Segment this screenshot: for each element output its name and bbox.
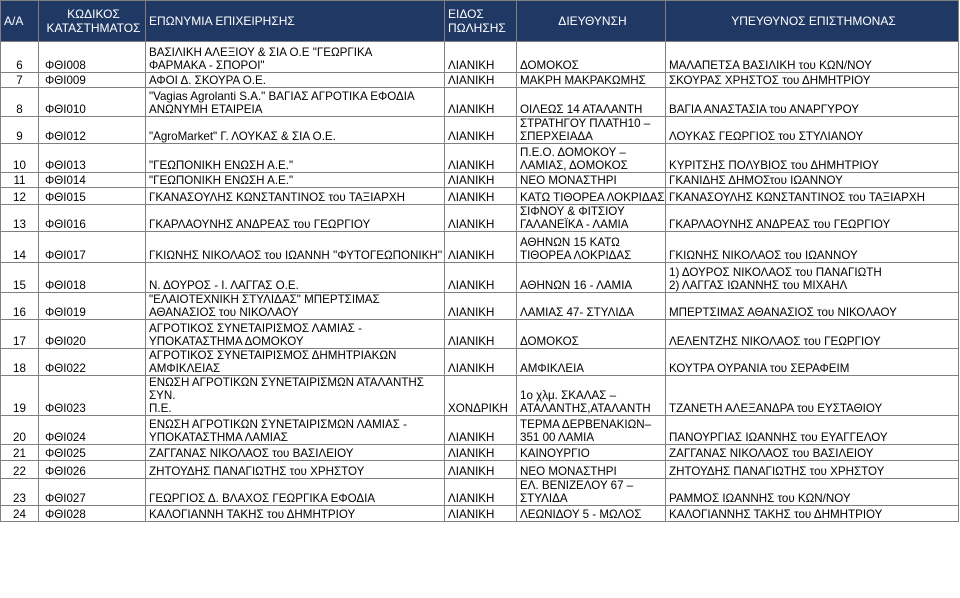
cell-address: ΔΟΜΟΚΟΣ bbox=[517, 42, 666, 73]
cell-row-number: 20 bbox=[1, 416, 39, 445]
cell-manager: ΓΚΑΡΛΑΟΥΝΗΣ ΑΝΔΡΕΑΣ του ΓΕΩΡΓΙΟΥ bbox=[666, 205, 959, 232]
cell-row-number: 8 bbox=[1, 88, 39, 117]
cell-store-code: ΦΘΙ022 bbox=[39, 349, 146, 376]
cell-business-name: ΑΓΡΟΤΙΚΟΣ ΣΥΝΕΤΑΙΡΙΣΜΟΣ ΔΗΜΗΤΡΙΑΚΩΝ ΑΜΦΙΚΛΕΙΑΣ bbox=[146, 349, 445, 376]
table-row bbox=[1, 205, 959, 232]
cell-business-name: ΓΚΙΩΝΗΣ ΝΙΚΟΛΑΟΣ του ΙΩΑΝΝΗ ''ΦΥΤΟΓΕΩΠΟΝΙΚΗ'' bbox=[146, 232, 445, 263]
cell-manager: ΜΠΕΡΤΣΙΜΑΣ ΑΘΑΝΑΣΙΟΣ του ΝΙΚΟΛΑΟΥ bbox=[666, 293, 959, 320]
cell-business-name: ΓΕΩΡΓΙΟΣ Δ. ΒΛΑΧΟΣ ΓΕΩΡΓΙΚΑ ΕΦΟΔΙΑ bbox=[146, 479, 445, 506]
cell-store-code: ΦΘΙ023 bbox=[39, 376, 146, 416]
cell-row-number: 13 bbox=[1, 205, 39, 232]
cell-business-name: ΕΝΩΣΗ ΑΓΡΟΤΙΚΩΝ ΣΥΝΕΤΑΙΡΙΣΜΩΝ ΑΤΑΛΑΝΤΗΣ ΣΥΝ. Π.Ε. bbox=[146, 376, 445, 416]
cell-sale-type: ΛΙΑΝΙΚΗ bbox=[445, 117, 517, 144]
cell-store-code: ΦΘΙ010 bbox=[39, 88, 146, 117]
cell-address: ΔΟΜΟΚΟΣ bbox=[517, 320, 666, 349]
cell-store-code: ΦΘΙ014 bbox=[39, 173, 146, 188]
cell-sale-type: ΛΙΑΝΙΚΗ bbox=[445, 173, 517, 188]
cell-row-number: 9 bbox=[1, 117, 39, 144]
cell-sale-type: ΛΙΑΝΙΚΗ bbox=[445, 73, 517, 88]
header-manager: ΥΠΕΥΘΥΝΟΣ ΕΠΙΣΤΗΜΟΝΑΣ bbox=[666, 1, 959, 42]
cell-business-name: ΑΦΟΙ Δ. ΣΚΟΥΡΑ Ο.Ε. bbox=[146, 73, 445, 88]
cell-business-name: ΓΚΑΡΛΑΟΥΝΗΣ ΑΝΔΡΕΑΣ του ΓΕΩΡΓΙΟΥ bbox=[146, 205, 445, 232]
table-row bbox=[1, 117, 959, 144]
cell-address: ΚΑΙΝΟΥΡΓΙΟ bbox=[517, 445, 666, 461]
header-sale-type: ΕΙΔΟΣ ΠΩΛΗΣΗΣ bbox=[445, 1, 517, 42]
table-row bbox=[1, 416, 959, 445]
cell-row-number: 15 bbox=[1, 263, 39, 293]
cell-manager: ΣΚΟΥΡΑΣ ΧΡΗΣΤΟΣ του ΔΗΜΗΤΡΙΟΥ bbox=[666, 73, 959, 88]
cell-address: ΜΑΚΡΗ ΜΑΚΡΑΚΩΜΗΣ bbox=[517, 73, 666, 88]
table-row bbox=[1, 320, 959, 349]
cell-manager: ΓΚΑΝΙΔΗΣ ΔΗΜΟΣτου ΙΩΑΝΝΟΥ bbox=[666, 173, 959, 188]
cell-manager: ΛΕΛΕΝΤΖΗΣ ΝΙΚΟΛΑΟΣ του ΓΕΩΡΓΙΟΥ bbox=[666, 320, 959, 349]
table-row bbox=[1, 479, 959, 506]
table-row bbox=[1, 144, 959, 173]
cell-business-name: "ΓΕΩΠΟΝΙΚΗ ΕΝΩΣΗ Α.Ε." bbox=[146, 144, 445, 173]
cell-manager: ΓΚΑΝΑΣΟΥΛΗΣ ΚΩΝΣΤΑΝΤΙΝΟΣ του ΤΑΞΙΑΡΧΗ bbox=[666, 188, 959, 205]
cell-sale-type: ΛΙΑΝΙΚΗ bbox=[445, 205, 517, 232]
cell-store-code: ΦΘΙ020 bbox=[39, 320, 146, 349]
cell-business-name: ΓΚΑΝΑΣΟΥΛΗΣ ΚΩΝΣΤΑΝΤΙΝΟΣ του ΤΑΞΙΑΡΧΗ bbox=[146, 188, 445, 205]
header-address: ΔΙΕΥΘΥΝΣΗ bbox=[517, 1, 666, 42]
cell-sale-type: ΛΙΑΝΙΚΗ bbox=[445, 232, 517, 263]
cell-row-number: 22 bbox=[1, 461, 39, 479]
cell-business-name: ΖΗΤΟΥΔΗΣ ΠΑΝΑΓΙΩΤΗΣ του ΧΡΗΣΤΟΥ bbox=[146, 461, 445, 479]
cell-store-code: ΦΘΙ009 bbox=[39, 73, 146, 88]
cell-address: ΑΜΦΙΚΛΕΙΑ bbox=[517, 349, 666, 376]
table-row bbox=[1, 293, 959, 320]
cell-business-name: "ΓΕΩΠΟΝΙΚΗ ΕΝΩΣΗ Α.Ε." bbox=[146, 173, 445, 188]
table-row bbox=[1, 376, 959, 416]
cell-row-number: 7 bbox=[1, 73, 39, 88]
cell-manager: ΚΟΥΤΡΑ ΟΥΡΑΝΙΑ του ΣΕΡΑΦΕΙΜ bbox=[666, 349, 959, 376]
cell-row-number: 21 bbox=[1, 445, 39, 461]
cell-sale-type: ΛΙΑΝΙΚΗ bbox=[445, 263, 517, 293]
table-row bbox=[1, 188, 959, 205]
cell-business-name: ΕΝΩΣΗ ΑΓΡΟΤΙΚΩΝ ΣΥΝΕΤΑΙΡΙΣΜΩΝ ΛΑΜΙΑΣ - ΥΠΟΚΑΤΑΣΤΗΜΑ ΛΑΜΙΑΣ bbox=[146, 416, 445, 445]
cell-manager: ΒΑΓΙΑ ΑΝΑΣΤΑΣΙΑ του ΑΝΑΡΓΥΡΟΥ bbox=[666, 88, 959, 117]
header-business-name: ΕΠΩΝΥΜΙΑ ΕΠΙΧΕΙΡΗΣΗΣ bbox=[146, 1, 445, 42]
table-row bbox=[1, 73, 959, 88]
cell-address: ΚΑΤΩ ΤΙΘΟΡΕΑ ΛΟΚΡΙΔΑΣ bbox=[517, 188, 666, 205]
cell-sale-type: ΛΙΑΝΙΚΗ bbox=[445, 461, 517, 479]
cell-business-name: "ΕΛΑΙΟΤΕΧΝΙΚΗ ΣΤΥΛΙΔΑΣ" ΜΠΕΡΤΣΙΜΑΣ ΑΘΑΝΑΣΙΟΣ του ΝΙΚΟΛΑΟΥ bbox=[146, 293, 445, 320]
cell-sale-type: ΛΙΑΝΙΚΗ bbox=[445, 445, 517, 461]
cell-row-number: 6 bbox=[1, 42, 39, 73]
cell-row-number: 19 bbox=[1, 376, 39, 416]
cell-row-number: 12 bbox=[1, 188, 39, 205]
table-row bbox=[1, 42, 959, 73]
header-aa: Α/Α bbox=[1, 1, 39, 42]
cell-manager: ΛΟΥΚΑΣ ΓΕΩΡΓΙΟΣ του ΣΤΥΛΙΑΝΟΥ bbox=[666, 117, 959, 144]
cell-row-number: 10 bbox=[1, 144, 39, 173]
cell-manager: ΚΥΡΙΤΣΗΣ ΠΟΛΥΒΙΟΣ του ΔΗΜΗΤΡΙΟΥ bbox=[666, 144, 959, 173]
cell-sale-type: ΛΙΑΝΙΚΗ bbox=[445, 479, 517, 506]
cell-store-code: ΦΘΙ028 bbox=[39, 506, 146, 522]
cell-business-name: ΚΑΛΟΓΙΑΝΝΗ ΤΑΚΗΣ του ΔΗΜΗΤΡΙΟΥ bbox=[146, 506, 445, 522]
cell-sale-type: ΧΟΝΔΡΙΚΗ bbox=[445, 376, 517, 416]
cell-sale-type: ΛΙΑΝΙΚΗ bbox=[445, 416, 517, 445]
cell-sale-type: ΛΙΑΝΙΚΗ bbox=[445, 42, 517, 73]
table-row bbox=[1, 263, 959, 293]
cell-address: ΛΕΩΝΙΔΟΥ 5 - ΜΩΛΟΣ bbox=[517, 506, 666, 522]
cell-store-code: ΦΘΙ013 bbox=[39, 144, 146, 173]
cell-manager: 1) ΔΟΥΡΟΣ ΝΙΚΟΛΑΟΣ του ΠΑΝΑΓΙΩΤΗ 2) ΛΑΓΓΑΣ ΙΩΑΝΝΗΣ του ΜΙΧΑΗΛ bbox=[666, 263, 959, 293]
cell-store-code: ΦΘΙ024 bbox=[39, 416, 146, 445]
cell-address: 1ο χλμ. ΣΚΑΛΑΣ – ΑΤΑΛΑΝΤΗΣ,ΑΤΑΛΑΝΤΗ bbox=[517, 376, 666, 416]
cell-address: ΣΤΡΑΤΗΓΟΥ ΠΛΑΤΗ10 – ΣΠΕΡΧΕΙΑΔΑ bbox=[517, 117, 666, 144]
cell-store-code: ΦΘΙ027 bbox=[39, 479, 146, 506]
cell-sale-type: ΛΙΑΝΙΚΗ bbox=[445, 88, 517, 117]
cell-manager: ΜΑΛΑΠΕΤΣΑ ΒΑΣΙΛΙΚΗ του ΚΩΝ/ΝΟΥ bbox=[666, 42, 959, 73]
cell-address: ΛΑΜΙΑΣ 47- ΣΤΥΛΙΔΑ bbox=[517, 293, 666, 320]
cell-sale-type: ΛΙΑΝΙΚΗ bbox=[445, 293, 517, 320]
cell-manager: ΡΑΜΜΟΣ ΙΩΑΝΝΗΣ του ΚΩΝ/ΝΟΥ bbox=[666, 479, 959, 506]
cell-address: ΝΕΟ ΜΟΝΑΣΤΗΡΙ bbox=[517, 461, 666, 479]
cell-store-code: ΦΘΙ026 bbox=[39, 461, 146, 479]
header-row bbox=[1, 1, 959, 42]
table-row bbox=[1, 88, 959, 117]
cell-manager: ΠΑΝΟΥΡΓΙΑΣ ΙΩΑΝΝΗΣ του ΕΥΑΓΓΕΛΟΥ bbox=[666, 416, 959, 445]
cell-address: ΟΙΛΕΩΣ 14 ΑΤΑΛΑΝΤΗ bbox=[517, 88, 666, 117]
cell-sale-type: ΛΙΑΝΙΚΗ bbox=[445, 349, 517, 376]
cell-sale-type: ΛΙΑΝΙΚΗ bbox=[445, 320, 517, 349]
cell-manager: ΓΚΙΩΝΗΣ ΝΙΚΟΛΑΟΣ του ΙΩΑΝΝΟΥ bbox=[666, 232, 959, 263]
cell-row-number: 18 bbox=[1, 349, 39, 376]
cell-row-number: 11 bbox=[1, 173, 39, 188]
table-row bbox=[1, 461, 959, 479]
cell-address: ΑΘΗΝΩΝ 15 ΚΑΤΩ ΤΙΘΟΡΕΑ ΛΟΚΡΙΔΑΣ bbox=[517, 232, 666, 263]
table-row bbox=[1, 173, 959, 188]
cell-address: Π.Ε.Ο. ΔΟΜΟΚΟΥ – ΛΑΜΙΑΣ, ΔΟΜΟΚΟΣ bbox=[517, 144, 666, 173]
header-store-code: ΚΩΔΙΚΟΣ ΚΑΤΑΣΤΗΜΑΤΟΣ bbox=[39, 1, 146, 42]
table-row bbox=[1, 232, 959, 263]
cell-store-code: ΦΘΙ025 bbox=[39, 445, 146, 461]
table-row bbox=[1, 445, 959, 461]
cell-sale-type: ΛΙΑΝΙΚΗ bbox=[445, 144, 517, 173]
cell-store-code: ΦΘΙ008 bbox=[39, 42, 146, 73]
cell-address: ΕΛ. ΒΕΝΙΖΕΛΟΥ 67 – ΣΤΥΛΙΔΑ bbox=[517, 479, 666, 506]
cell-row-number: 23 bbox=[1, 479, 39, 506]
cell-manager: ΖΗΤΟΥΔΗΣ ΠΑΝΑΓΙΩΤΗΣ του ΧΡΗΣΤΟΥ bbox=[666, 461, 959, 479]
cell-business-name: "Vagias Agrolanti S.A." ΒΑΓΙΑΣ ΑΓΡΟΤΙΚΑ ΕΦΟΔΙΑ ΑΝΩΝΥΜΗ ΕΤΑΙΡΕΙΑ bbox=[146, 88, 445, 117]
cell-address: ΑΘΗΝΩΝ 16 - ΛΑΜΙΑ bbox=[517, 263, 666, 293]
cell-address: ΣΙΦΝΟΥ & ΦΙΤΣΙΟΥ ΓΑΛΑΝΕΪΚΑ - ΛΑΜΙΑ bbox=[517, 205, 666, 232]
cell-row-number: 16 bbox=[1, 293, 39, 320]
cell-business-name: "AgroMarket" Γ. ΛΟΥΚΑΣ & ΣΙΑ Ο.Ε. bbox=[146, 117, 445, 144]
cell-row-number: 17 bbox=[1, 320, 39, 349]
cell-business-name: Ν. ΔΟΥΡΟΣ - Ι. ΛΑΓΓΑΣ Ο.Ε. bbox=[146, 263, 445, 293]
cell-manager: ΚΑΛΟΓΙΑΝΝΗΣ ΤΑΚΗΣ του ΔΗΜΗΤΡΙΟΥ bbox=[666, 506, 959, 522]
cell-store-code: ΦΘΙ012 bbox=[39, 117, 146, 144]
cell-business-name: ΒΑΣΙΛΙΚΗ ΑΛΕΞΙΟΥ & ΣΙΑ Ο.Ε "ΓΕΩΡΓΙΚΑ ΦΑΡΜΑΚΑ - ΣΠΟΡΟΙ" bbox=[146, 42, 445, 73]
cell-row-number: 24 bbox=[1, 506, 39, 522]
cell-sale-type: ΛΙΑΝΙΚΗ bbox=[445, 188, 517, 205]
cell-store-code: ΦΘΙ016 bbox=[39, 205, 146, 232]
table-body bbox=[1, 42, 959, 522]
cell-row-number: 14 bbox=[1, 232, 39, 263]
table-row bbox=[1, 349, 959, 376]
cell-manager: ΤΖΑΝΕΤΗ ΑΛΕΞΑΝΔΡΑ του ΕΥΣΤΑΘΙΟΥ bbox=[666, 376, 959, 416]
cell-store-code: ΦΘΙ017 bbox=[39, 232, 146, 263]
cell-manager: ΖΑΓΓΑΝΑΣ ΝΙΚΟΛΑΟΣ του ΒΑΣΙΛΕΙΟΥ bbox=[666, 445, 959, 461]
cell-business-name: ΑΓΡΟΤΙΚΟΣ ΣΥΝΕΤΑΙΡΙΣΜΟΣ ΛΑΜΙΑΣ - ΥΠΟΚΑΤΑΣΤΗΜΑ ΔΟΜΟΚΟΥ bbox=[146, 320, 445, 349]
cell-sale-type: ΛΙΑΝΙΚΗ bbox=[445, 506, 517, 522]
cell-store-code: ΦΘΙ019 bbox=[39, 293, 146, 320]
cell-store-code: ΦΘΙ018 bbox=[39, 263, 146, 293]
table-row bbox=[1, 506, 959, 522]
cell-business-name: ΖΑΓΓΑΝΑΣ ΝΙΚΟΛΑΟΣ του ΒΑΣΙΛΕΙΟΥ bbox=[146, 445, 445, 461]
cell-address: ΝΕΟ ΜΟΝΑΣΤΗΡΙ bbox=[517, 173, 666, 188]
cell-address: ΤΕΡΜΑ ΔΕΡΒΕΝΑΚΙΩΝ– 351 00 ΛΑΜΙΑ bbox=[517, 416, 666, 445]
cell-store-code: ΦΘΙ015 bbox=[39, 188, 146, 205]
